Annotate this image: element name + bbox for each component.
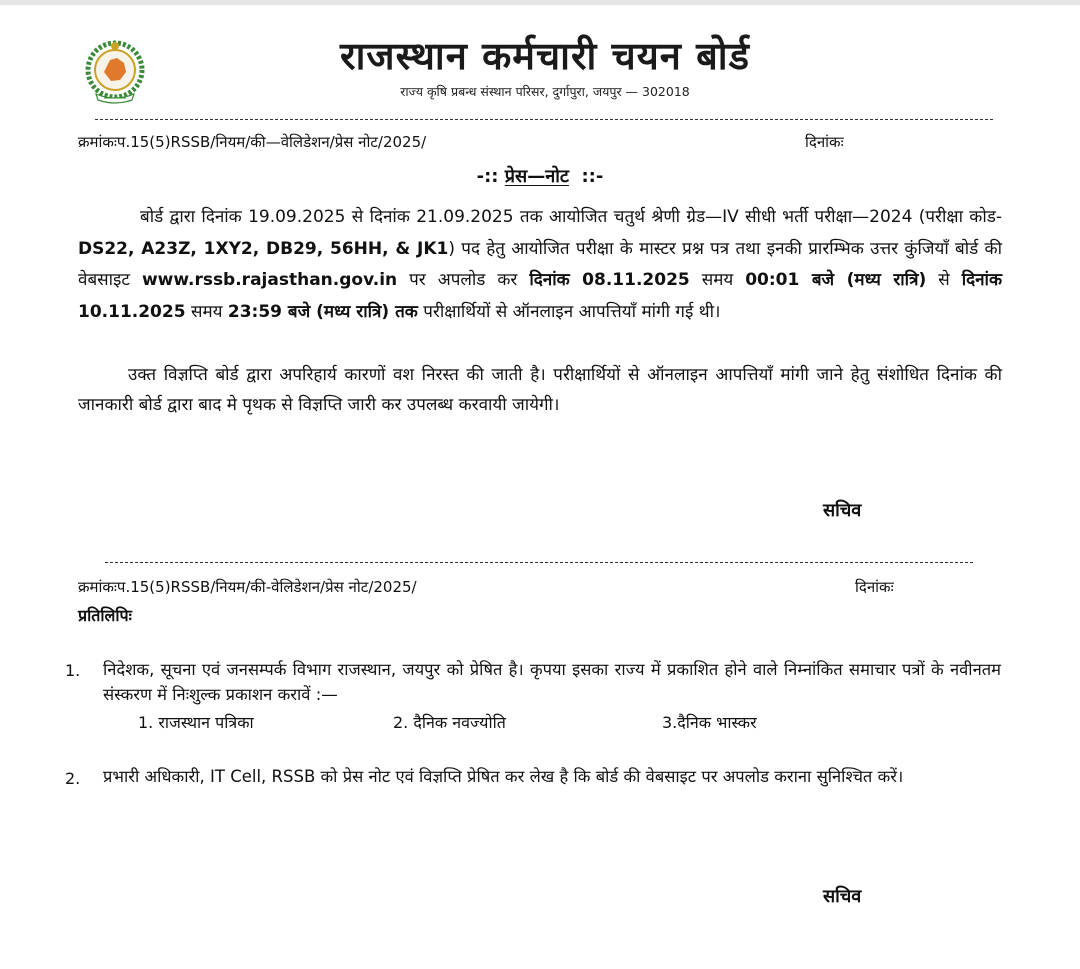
end-time: 23:59 बजे (मध्य रात्रि) तक — [227, 301, 418, 322]
para1-text-3: पर अपलोड कर — [397, 270, 530, 290]
reference-number: क्रमांकःप.15(5)RSSB/नियम/की—वेलिडेशन/प्रेस नोट/2025/ — [78, 133, 427, 151]
board-address: राज्य कृषि प्रबन्ध संस्थान परिसर, दुर्गापुरा, जयपुर — 302018 — [400, 84, 690, 99]
copy-date-label: दिनांकः — [855, 578, 894, 596]
rssb-emblem-icon — [80, 36, 150, 110]
press-note-heading — [0, 164, 1080, 190]
paragraph-exam-notice — [78, 202, 1002, 328]
date-label: दिनांकः — [805, 133, 844, 151]
signature-secretary-2: सचिव — [823, 886, 862, 907]
list-number-1: 1. — [65, 661, 81, 680]
press-note-title: प्रेस—नोट — [504, 166, 569, 187]
para1-text-6: समय — [185, 301, 228, 322]
list-item-2: प्रभारी अधिकारी, IT Cell, RSSB को प्रेस नोट एवं विज्ञप्ति प्रेषित कर लेख है कि बोर्ड की वेबसाइट पर अपलोड कराना सुनिश्चित करें। — [103, 767, 904, 786]
list-item-1: निदेशक, सूचना एवं जनसम्पर्क विभाग राजस्थान, जयपुर को प्रेषित है। कृपया इसका राज्य में प्रकाशित होने वाले निम्नांकित समाचार पत्रों के नवीनतम संस्करण में निःशुल्क प्रकाशन करावें :— — [103, 660, 1001, 704]
newspaper-2: 2. दैनिक नवज्योति — [393, 713, 506, 732]
board-title: राजस्थान कर्मचारी चयन बोर्ड — [340, 34, 750, 78]
divider-top — [95, 119, 993, 120]
paragraph-cancellation: उक्त विज्ञप्ति बोर्ड द्वारा अपरिहार्य कारणों वश निरस्त की जाती है। परीक्षार्थियों से ऑनलाइन आपत्तियाँ मांगी जाने हेतु संशोधित दिनांक की जानकारी बोर्ड द्वारा बाद मे पृथक से विज्ञप्ति जारी कर उपलब्ध करवायी जायेगी। — [78, 365, 1002, 415]
start-date: दिनांक 08.11.2025 — [529, 270, 690, 290]
website-url: www.rssb.rajasthan.gov.in — [141, 270, 398, 290]
para1-text-5: से — [926, 270, 962, 290]
divider-middle — [105, 562, 973, 563]
press-note-prefix: -:: — [476, 166, 499, 187]
signature-secretary: सचिव — [823, 500, 862, 521]
press-note-suffix: ::- — [581, 166, 604, 187]
para1-text-7: परीक्षार्थियों से ऑनलाइन आपत्तियाँ मांगी गई थी। — [417, 301, 721, 322]
newspaper-1: 1. राजस्थान पत्रिका — [138, 713, 254, 732]
top-strip — [0, 0, 1080, 5]
para1-text-4: समय — [689, 270, 746, 290]
list-number-2: 2. — [65, 769, 81, 788]
copy-heading: प्रतिलिपिः — [78, 606, 132, 625]
copy-reference-number: क्रमांकःप.15(5)RSSB/नियम/की-वेलिडेशन/प्रेस नोट/2025/ — [78, 578, 417, 596]
newspaper-3: 3.दैनिक भास्कर — [662, 713, 757, 732]
start-time: 00:01 बजे (मध्य रात्रि) — [745, 270, 927, 290]
para1-text-2: ) पद हेतु आयोजित परीक्षा के मास्टर प्रश्न पत्र तथा इनकी प्रारम्भिक उत्तर कुंजियाँ बोर्ड की वेबसाइट — [78, 238, 1002, 290]
exam-codes: DS22, A23Z, 1XY2, DB29, 56HH, & JK1 — [78, 238, 449, 259]
para1-text-1: बोर्ड द्वारा दिनांक 19.09.2025 से दिनांक 21.09.2025 तक आयोजित चतुर्थ श्रेणी ग्रेड—IV सीधी भर्ती परीक्षा—2024 (परीक्षा कोड- — [140, 207, 1002, 227]
end-date: दिनांक 10.11.2025 — [78, 270, 1003, 322]
